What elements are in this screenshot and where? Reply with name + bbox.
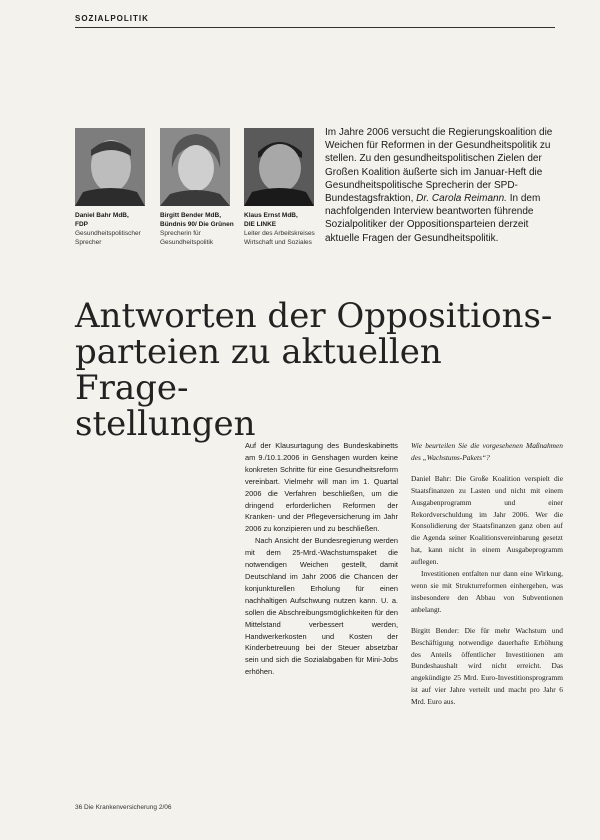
speaker-name: Birgitt Bender:	[411, 625, 460, 635]
headline-line-1: Antworten der Oppositions-	[75, 296, 553, 336]
portrait-bender-image	[160, 128, 230, 206]
caption-ernst	[244, 211, 326, 247]
top-rule	[75, 27, 555, 28]
article-headline	[75, 298, 555, 442]
portrait-bahr-image	[75, 128, 145, 206]
page-footer: 36 Die Krankenversicherung 2/06	[75, 804, 172, 811]
portrait-photo-bahr	[75, 128, 145, 206]
caption-role: Sprecherin für Gesundheitspolitik	[160, 230, 214, 246]
answer-bahr	[411, 473, 563, 568]
portrait-photo-ernst	[244, 128, 314, 206]
caption-party: Bündnis 90/ Die Grünen	[160, 221, 234, 228]
body-paragraph: Auf der Klausurtagung des Bundeskabinetts am 9./10.1.2006 in Genshagen wurden keine konkreten Schritte für eine Gesundheitsreform vereinbart. Vielmehr will man im 1. Quartal 2006 die Verfahren beschließen, um die dringend erforderlichen Reformen der Kranken- und der Pflegeversicherung im Jahr 2006 zu konzipieren und zu beschließen.	[245, 441, 398, 534]
caption-role: Gesundheitspolitischer Sprecher	[75, 230, 141, 246]
section-label: SOZIALPOLITIK	[75, 14, 149, 23]
caption-name: Daniel Bahr MdB,	[75, 212, 129, 219]
intro-paragraph	[325, 126, 565, 245]
intro-name: Dr. Carola Reimann.	[416, 193, 507, 205]
answer-bahr-continued: Investitionen entfalten nur dann eine Wirkung, wenn sie mit Strukturreformen einhergehen, was insbesondere den Abbau von Subventionen anbelangt.	[411, 569, 563, 614]
answer-bender	[411, 625, 563, 708]
headline-line-2: parteien zu aktuellen Frage-	[75, 332, 442, 408]
caption-bender	[160, 211, 242, 247]
intro-text-part2: In dem nachfolgenden Interview beantworten führende Sozialpolitiker der Oppositionsparteien derzeit aktuelle Fragen der Gesundheitspolitik.	[325, 193, 541, 244]
interview-question: Wie beurteilen Sie die vorgesehenen Maßnahmen des „Wachstums-Pakets“?	[411, 441, 563, 462]
headline-line-3: stellungen	[75, 404, 256, 444]
caption-bahr	[75, 211, 157, 247]
body-column-2	[411, 440, 563, 717]
intro-text-part1: Im Jahre 2006 versucht die Regierungskoalition die Weichen für Reformen in der Gesundheitspolitik zu stellen. Zu den gesundheitspolitischen Zielen der Großen Koalition äußerte sich im Januar-Heft die Gesundheitspolitische Sprecherin der SPD-Bundestagsfraktion,	[325, 127, 553, 205]
caption-role: Leiter des Arbeitskreises Wirtschaft und Soziales	[244, 230, 315, 246]
portrait-ernst-image	[244, 128, 314, 206]
speaker-name: Daniel Bahr:	[411, 473, 452, 483]
answer-text: Die für mehr Wachstum und Beschäftigung notwendige dauerhafte Erhöhung des Anteils öffentlicher Investitionen am Bundeshaushalt wird nicht erreicht. Das angekündigte 25 Mrd. Euro-Investitionsprogramm ist auf vier Jahre verteilt und macht pro Jahr 6 Mrd. Euro aus.	[411, 625, 563, 707]
caption-name: Klaus Ernst MdB,	[244, 212, 298, 219]
body-paragraph: Nach Ansicht der Bundesregierung werden mit dem 25-Mrd.-Wachstumspaket die notwendigen Weichen gestellt, damit Deutschland im Jahr 2006 die Chancen der konjunkturellen Erholung für einen nachhaltigen Aufschwung nutzen kann. U. a. sollen die Abschreibungsmöglichkeiten für den Mittelstand verbessert werden, Handwerkerkosten und Kosten der Kinderbetreuung bei der Steuer absetzbar sein und sich die Sozialabgaben für Mini-Jobs erhöhen.	[245, 536, 398, 677]
caption-party: DIE LINKE	[244, 221, 277, 228]
body-column-1	[245, 440, 398, 678]
answer-text: Die Große Koalition verspielt die Staatsfinanzen zu Lasten und nicht mit einem Ausgabenprogramm und einer Rekordverschuldung im Jahr 2006. Wer die Konsolidierung der Staatsfinanzen ganz oben auf die Agenda seiner Koalitionsvereinbarung gesetzt hat, kann nicht in einem Ausgabeprogramm auflegen.	[411, 473, 563, 567]
caption-name: Birgitt Bender MdB,	[160, 212, 222, 219]
portrait-photo-bender	[160, 128, 230, 206]
caption-party: FDP	[75, 221, 88, 228]
